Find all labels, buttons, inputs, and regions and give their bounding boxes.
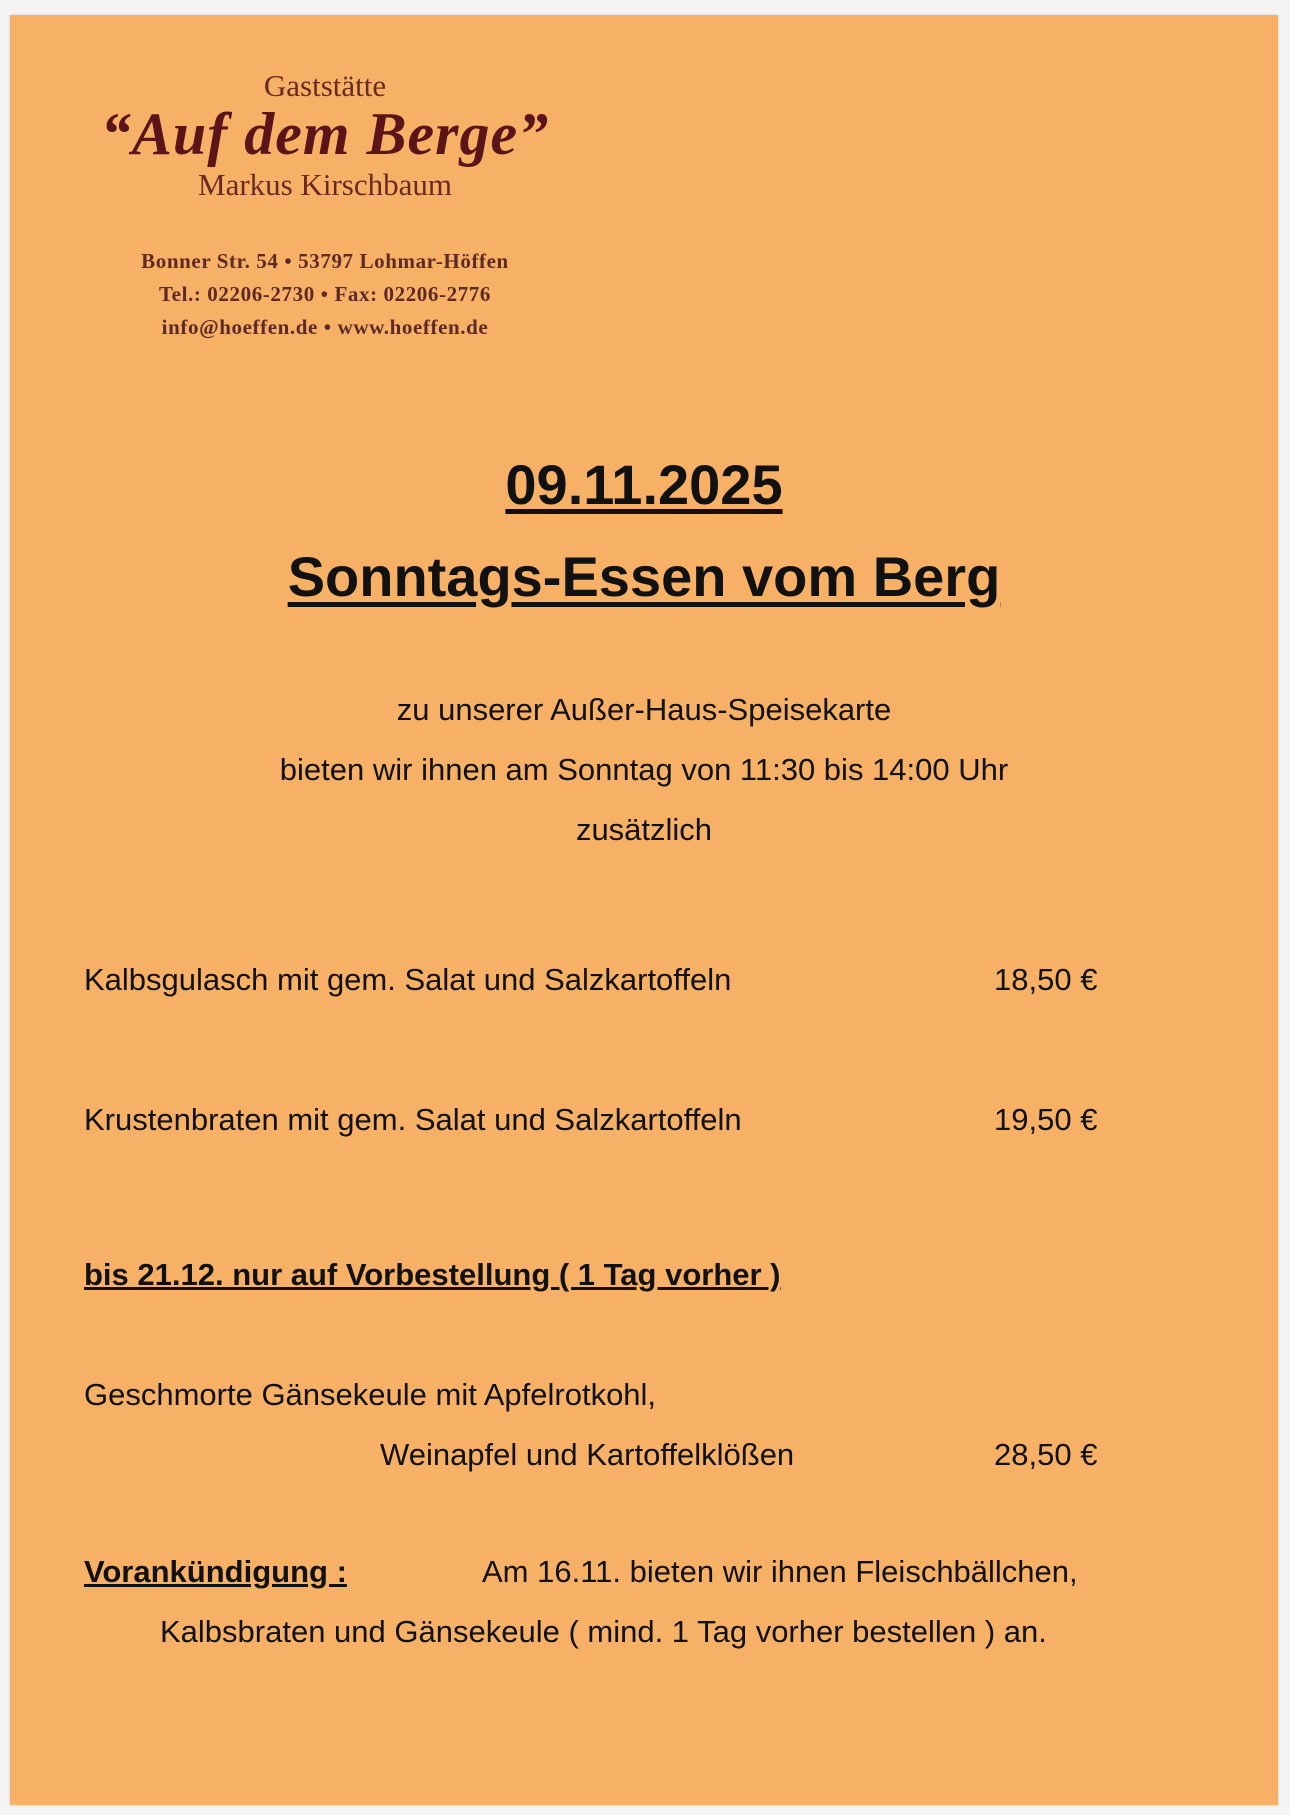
page-title: Sonntags-Essen vom Berg bbox=[287, 545, 1001, 608]
owner-name: Markus Kirschbaum bbox=[198, 167, 452, 202]
special-dish-line-1: Geschmorte Gänsekeule mit Apfelrotkohl, bbox=[84, 1377, 657, 1412]
intro-line: bieten wir ihnen am Sonntag von 11:30 bis 14:00 Uhr bbox=[279, 752, 1009, 787]
dish-name: Kalbsgulasch mit gem. Salat und Salzkartoffeln bbox=[84, 962, 732, 997]
dish-price: 18,50 € bbox=[994, 962, 1098, 997]
menu-item bbox=[84, 1100, 1124, 1140]
menu-date: 09.11.2025 bbox=[505, 453, 783, 516]
restaurant-name: “Auf dem Berge” bbox=[100, 101, 550, 167]
menu-item bbox=[84, 960, 1124, 1000]
special-dish-price: 28,50 € bbox=[994, 1437, 1098, 1472]
preview-line-1: Am 16.11. bieten wir ihnen Fleischbällchen, bbox=[482, 1554, 1078, 1589]
dish-name: Krustenbraten mit gem. Salat und Salzkartoffeln bbox=[84, 1102, 742, 1137]
contact-block bbox=[90, 245, 560, 344]
restaurant-logo bbox=[90, 70, 560, 202]
establishment-type: Gaststätte bbox=[263, 68, 387, 103]
preorder-note: bis 21.12. nur auf Vorbestellung ( 1 Tag vorher ) bbox=[84, 1257, 781, 1292]
menu-sheet bbox=[10, 15, 1278, 1805]
preview-label: Vorankündigung : bbox=[84, 1554, 347, 1589]
preview-line-2: Kalbsbraten und Gänsekeule ( mind. 1 Tag vorher bestellen ) an. bbox=[160, 1614, 1047, 1649]
phone-line: Tel.: 02206-2730 • Fax: 02206-2776 bbox=[158, 282, 492, 306]
dish-price: 19,50 € bbox=[994, 1102, 1098, 1137]
intro-text bbox=[10, 680, 1278, 860]
intro-line: zu unserer Außer-Haus-Speisekarte bbox=[396, 692, 892, 727]
web-line: info@hoeffen.de • www.hoeffen.de bbox=[161, 315, 489, 339]
intro-line: zusätzlich bbox=[575, 812, 713, 847]
address-line: Bonner Str. 54 • 53797 Lohmar-Höffen bbox=[141, 249, 509, 273]
special-dish-line-2: Weinapfel und Kartoffelklößen bbox=[380, 1437, 795, 1472]
